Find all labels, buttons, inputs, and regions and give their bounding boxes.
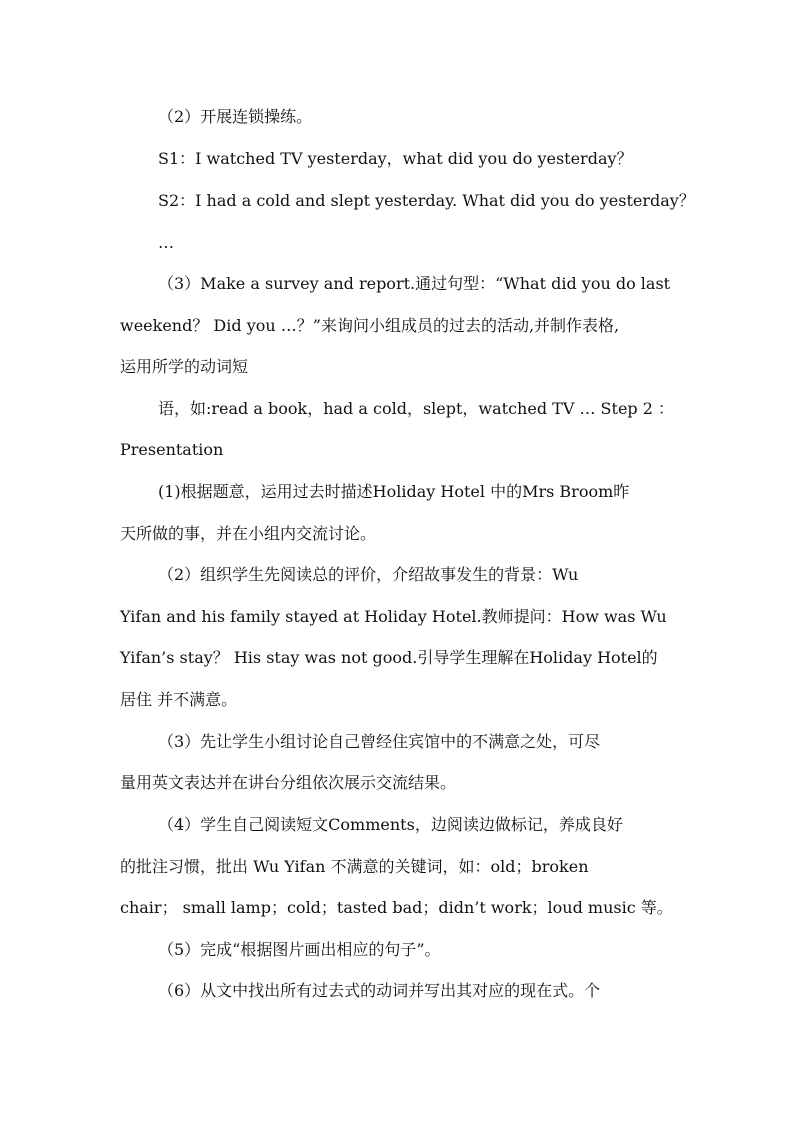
text-line: （3）Make a survey and report.通过句型：“What did you do last (158, 274, 671, 293)
text-line: 量用英文表达并在讲台分组依次展示交流结果。 (120, 773, 457, 792)
text-line: 语，如:read a book，had a cold，slept，watched TV … Step 2 ： (158, 399, 675, 418)
text-line: Yifan and his family stayed at Holiday Hotel.教师提问：How was Wu (120, 607, 667, 626)
text-line: （3）先让学生小组讨论自己曾经住宾馆中的不满意之处，可尽 (158, 732, 601, 751)
text-line: （4）学生自己阅读短文Comments，边阅读边做标记，养成良好 (158, 815, 623, 834)
text-line: S2：I had a cold and slept yesterday. What did you do yesterday？ (158, 191, 695, 210)
text-line: … (158, 233, 174, 252)
text-line: (1)根据题意，运用过去时描述Holiday Hotel 中的Mrs Broom昨 (158, 482, 630, 501)
text-line: （5）完成“根据图片画出相应的句子”。 (158, 940, 441, 959)
text-line: （6）从文中找出所有过去式的动词并写出其对应的现在式。个 (158, 981, 601, 1000)
text-line: 的批注习惯，批出 Wu Yifan 不满意的关键词，如：old；broken (120, 857, 589, 876)
text-line: Presentation (120, 440, 224, 459)
text-line: （2）开展连锁操练。 (158, 107, 313, 126)
text-line: Yifan’s stay？ His stay was not good.引导学生理解在Holiday Hotel的 (120, 648, 658, 667)
text-line: 天所做的事，并在小组内交流讨论。 (120, 524, 377, 543)
text-line: chair； small lamp；cold；tasted bad；didn’t work；loud music 等。 (120, 898, 673, 917)
text-line: 运用所学的动词短 (120, 357, 249, 376)
text-line: weekend？ Did you …？”来询问小组成员的过去的活动,并制作表格, (120, 316, 620, 335)
text-line: 居住 并不满意。 (120, 690, 238, 709)
text-line: S1：I watched TV yesterday，what did you do yesterday？ (158, 149, 633, 168)
text-line: （2）组织学生先阅读总的评价，介绍故事发生的背景：Wu (158, 565, 579, 584)
